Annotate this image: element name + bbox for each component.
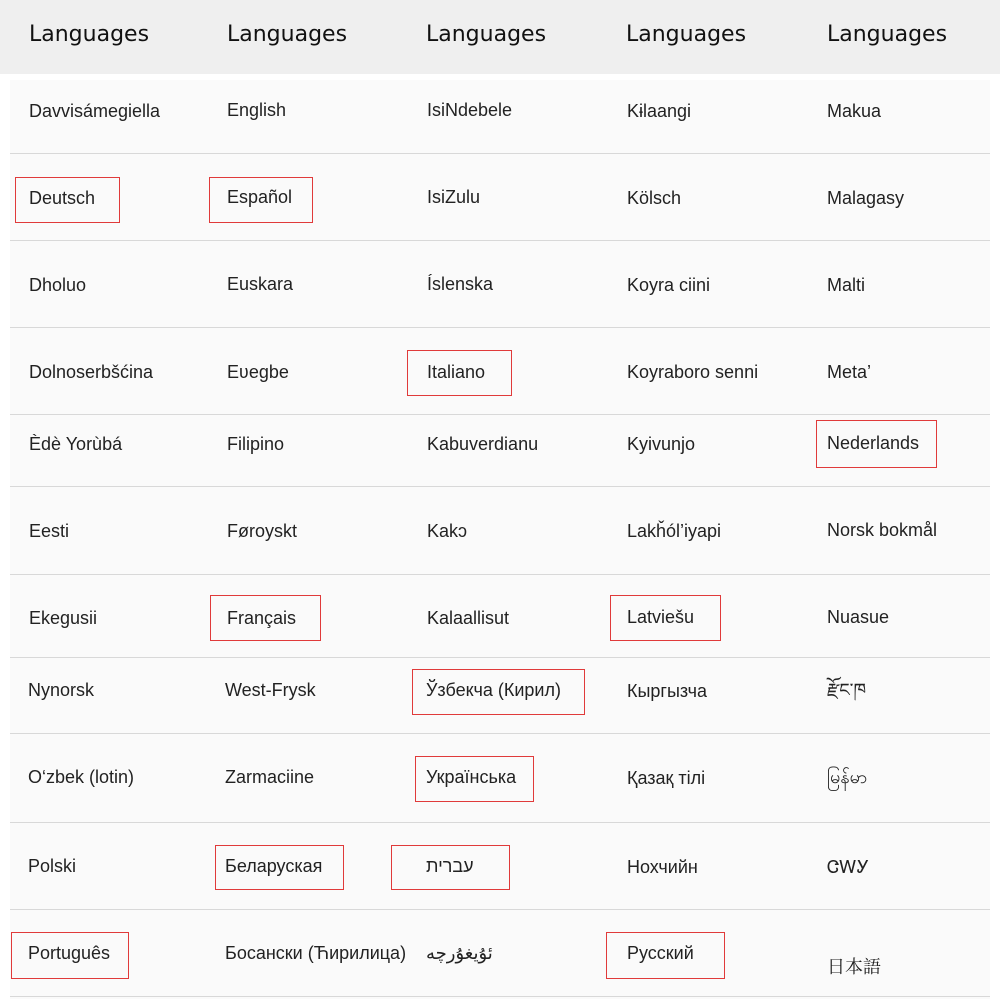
language-item[interactable]: Nynorsk	[28, 680, 95, 700]
language-item[interactable]: Українська	[426, 767, 517, 787]
language-item[interactable]: ئۇيغۇرچە	[426, 943, 493, 963]
row-divider	[10, 240, 990, 241]
language-item[interactable]: Íslenska	[427, 274, 494, 294]
column-header: Languages	[626, 22, 747, 47]
language-item[interactable]: Français	[227, 608, 297, 628]
language-item[interactable]: Босански (Ћирилица)	[225, 943, 407, 963]
row-divider	[10, 574, 990, 575]
language-item[interactable]: Kabuverdianu	[427, 434, 539, 454]
language-item[interactable]: Ekegusii	[29, 608, 98, 628]
language-item[interactable]: Kɨlaangi	[627, 101, 692, 121]
language-item[interactable]: Нохчийн	[627, 857, 698, 877]
language-item[interactable]: Español	[227, 187, 293, 207]
language-item[interactable]: O‘zbek (lotin)	[28, 767, 135, 787]
column-header: Languages	[426, 22, 547, 47]
language-item[interactable]: 日本語	[827, 957, 881, 977]
language-item[interactable]: Makua	[827, 101, 882, 121]
language-item[interactable]: Euskara	[227, 274, 294, 294]
language-item[interactable]: Èdè Yorùbá	[29, 434, 123, 454]
language-item[interactable]: עברית	[426, 856, 474, 876]
language-item[interactable]: རྫོང་ཁ	[827, 680, 867, 700]
column-header: Languages	[827, 22, 948, 47]
language-item[interactable]: West-Frysk	[225, 680, 316, 700]
column-header: Languages	[227, 22, 348, 47]
column-header: Languages	[29, 22, 150, 47]
language-item[interactable]: Nuasue	[827, 607, 890, 627]
language-item[interactable]: Eesti	[29, 521, 70, 541]
language-item[interactable]: IsiZulu	[427, 187, 481, 207]
row-divider	[10, 822, 990, 823]
language-item[interactable]: Koyraboro senni	[627, 362, 759, 382]
language-item[interactable]: Dolnoserbšćina	[29, 362, 154, 382]
language-item[interactable]: Кыргызча	[627, 681, 707, 701]
language-item[interactable]: Føroyskt	[227, 521, 297, 541]
language-item[interactable]: Беларуская	[225, 856, 323, 876]
row-divider	[10, 733, 990, 734]
row-divider	[10, 909, 990, 910]
language-item[interactable]: Filipino	[227, 434, 285, 454]
header-bar	[0, 0, 1000, 74]
language-item[interactable]: Meta’	[827, 362, 872, 382]
row-divider	[10, 414, 990, 415]
language-item[interactable]: Koyra ciini	[627, 275, 711, 295]
language-item[interactable]: Lakȟól’iyapi	[627, 521, 722, 541]
row-divider	[10, 153, 990, 154]
language-item[interactable]: IsiNdebele	[427, 100, 513, 120]
language-item[interactable]: Davvisámegiella	[29, 101, 161, 121]
language-item[interactable]: Italiano	[427, 362, 486, 382]
language-item[interactable]: English	[227, 100, 287, 120]
language-item[interactable]: Malagasy	[827, 188, 905, 208]
language-item[interactable]: ᏣᎳᎩ	[827, 857, 870, 877]
language-item[interactable]: Ўзбекча (Кирил)	[426, 680, 561, 700]
language-item[interactable]: မြန်မာ	[827, 767, 868, 787]
language-item[interactable]: Português	[28, 943, 111, 963]
language-item[interactable]: Русский	[627, 943, 694, 963]
language-item[interactable]: Kölsch	[627, 188, 682, 208]
row-divider	[10, 996, 990, 997]
row-divider	[10, 486, 990, 487]
language-item[interactable]: Deutsch	[29, 188, 96, 208]
language-item[interactable]: Latviešu	[627, 607, 695, 627]
language-item[interactable]: Dholuo	[29, 275, 87, 295]
row-divider	[10, 327, 990, 328]
language-item[interactable]: Eʋegbe	[227, 362, 289, 382]
row-divider	[10, 657, 990, 658]
language-item[interactable]: Zarmaciine	[225, 767, 315, 787]
language-item[interactable]: Norsk bokmål	[827, 520, 938, 540]
language-item[interactable]: Nederlands	[827, 433, 920, 453]
language-item[interactable]: Malti	[827, 275, 866, 295]
language-item[interactable]: Kakɔ	[427, 521, 468, 541]
language-item[interactable]: Қазақ тілі	[627, 768, 706, 788]
language-item[interactable]: Polski	[28, 856, 77, 876]
language-item[interactable]: Kyivunjo	[627, 434, 696, 454]
language-item[interactable]: Kalaallisut	[427, 608, 510, 628]
